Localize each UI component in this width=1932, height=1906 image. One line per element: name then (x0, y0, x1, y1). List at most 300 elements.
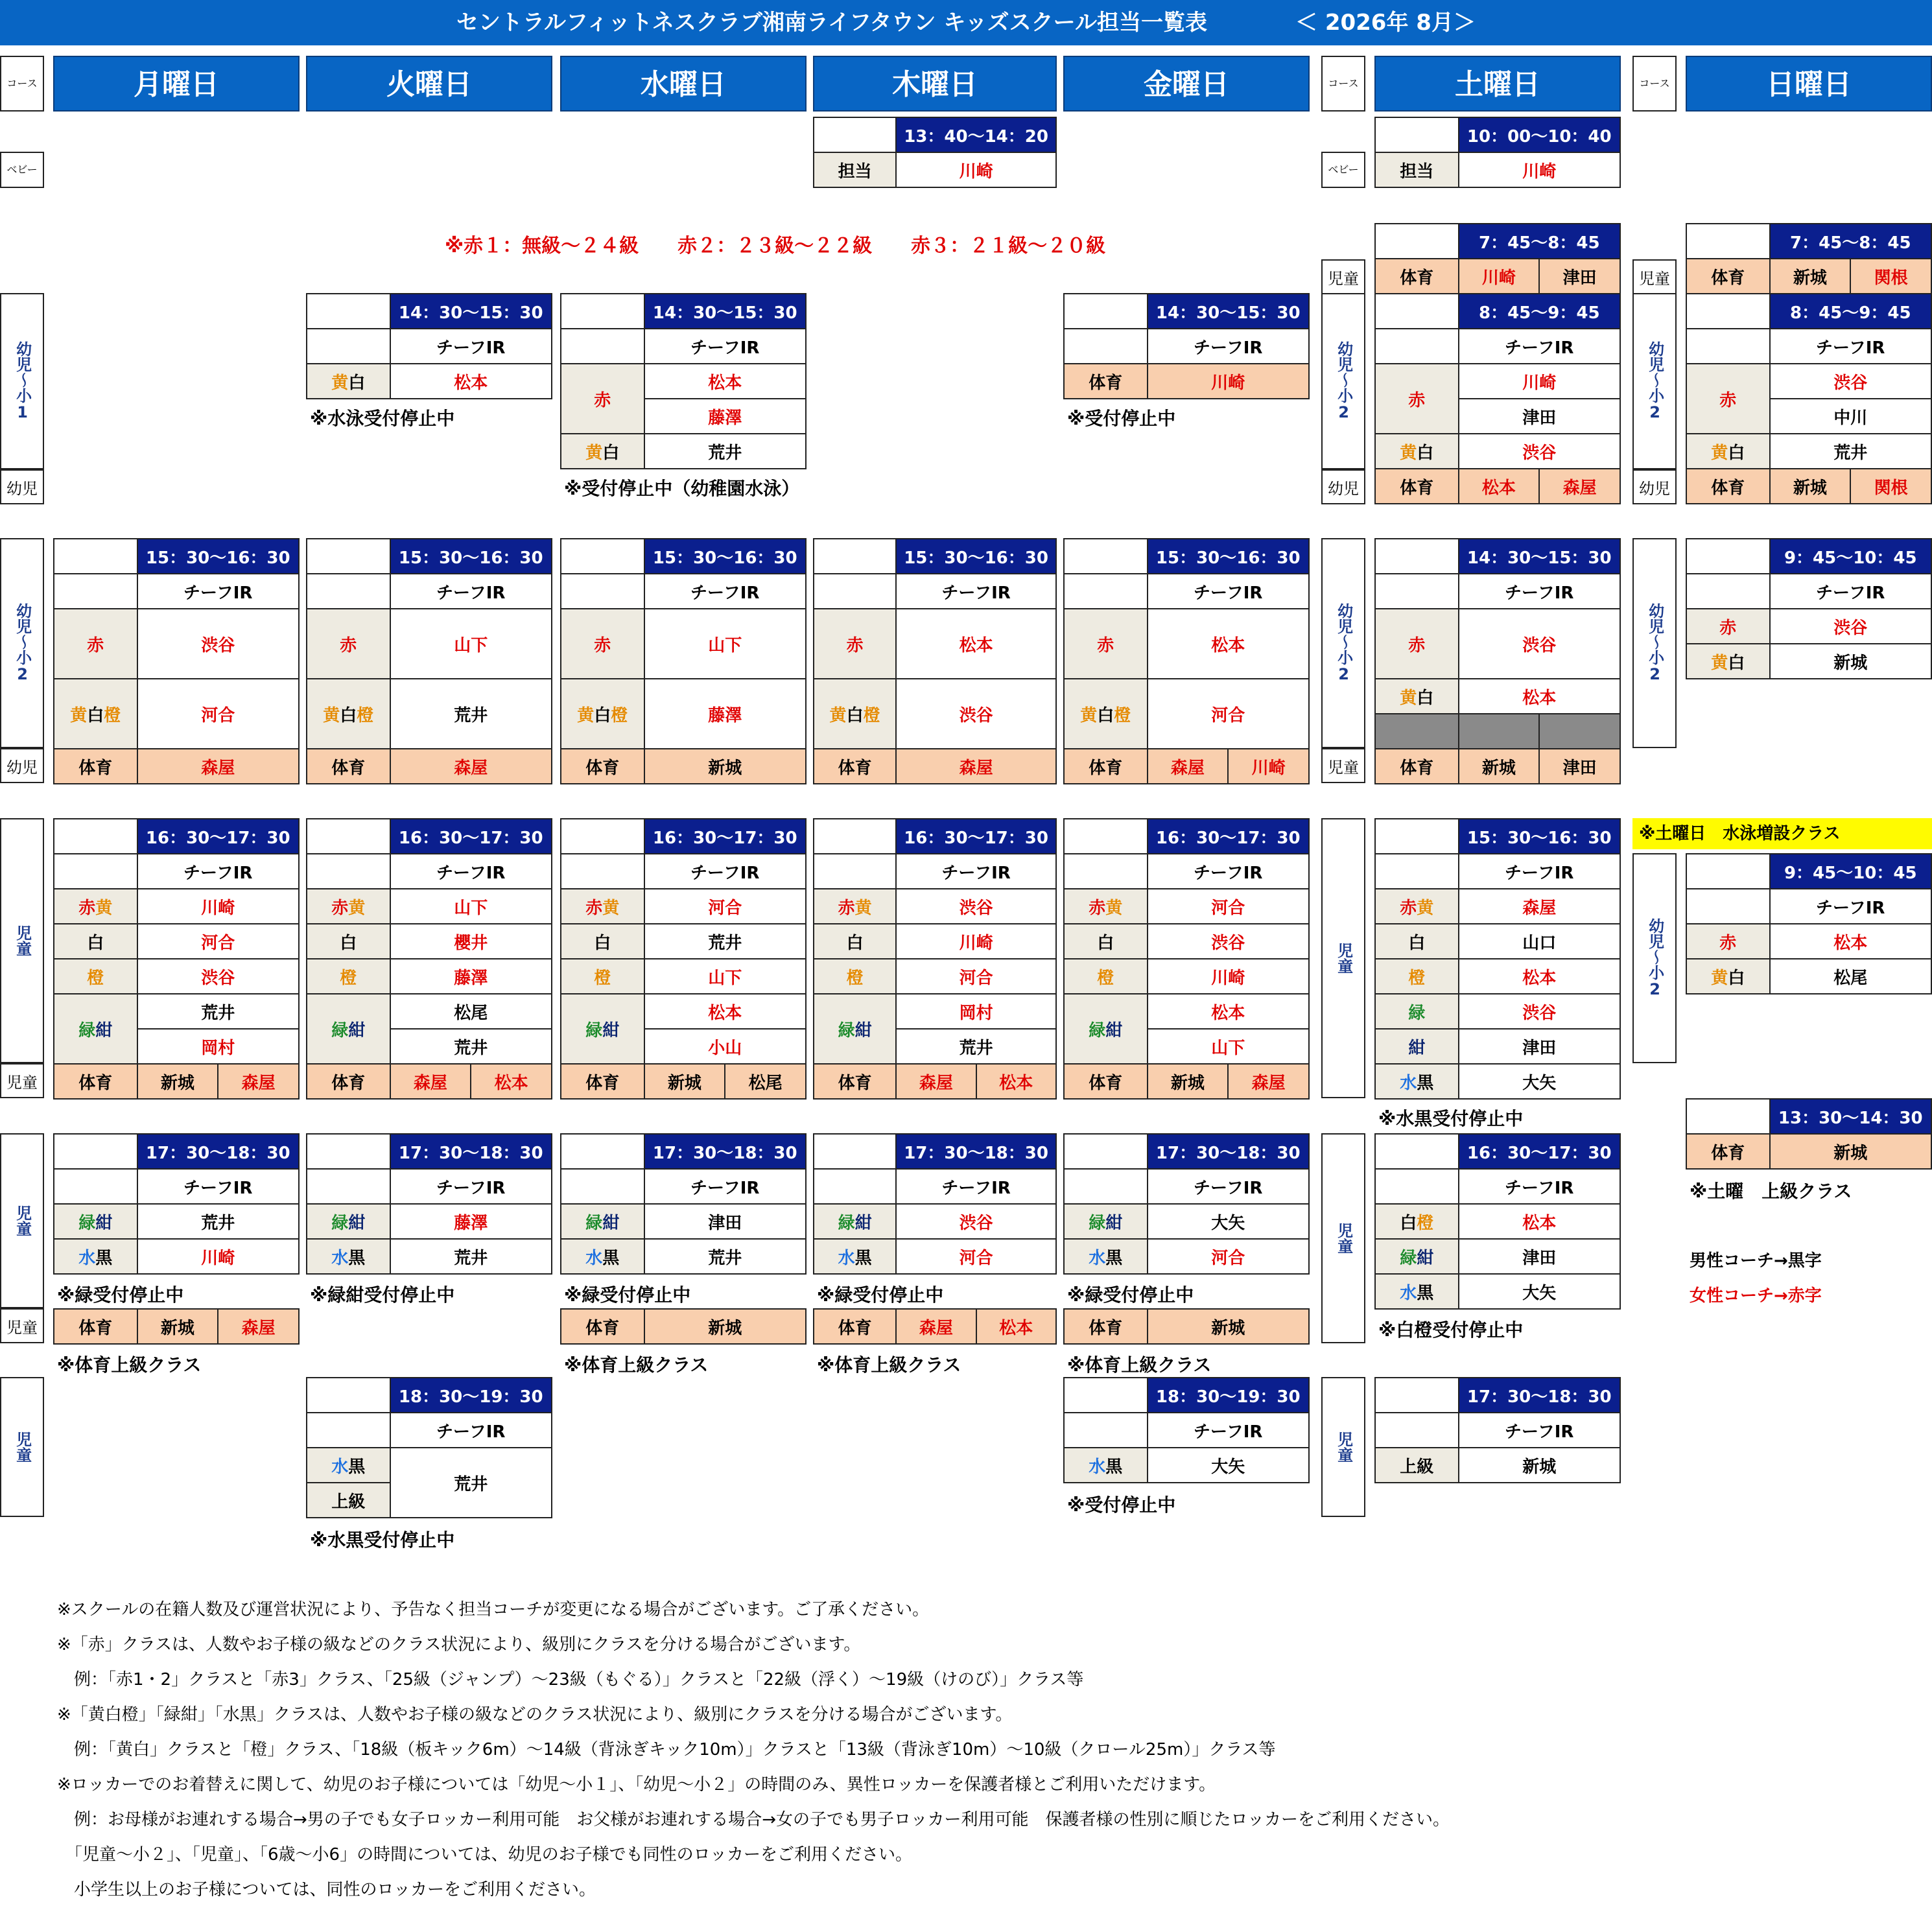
time-cell: 18：30～19：30 (1148, 1378, 1309, 1413)
table-cell: 松尾 (725, 1064, 806, 1099)
table-cell (1686, 854, 1770, 889)
table-cell: 森屋 (218, 1064, 299, 1099)
table-cell: 川崎 (137, 889, 299, 924)
table-cell (1686, 224, 1770, 259)
wed-r4-note: ※緑受付停止中 (564, 1284, 691, 1306)
class-color-char: 水 (1400, 1073, 1417, 1093)
table-cell: 体育 (54, 749, 137, 784)
table-cell: 山下 (390, 889, 552, 924)
footer-line-1: ※スクールの在籍人数及び運営状況により、予告なく担当コーチが変更になる場合がございます。ご了承ください。 (57, 1600, 930, 1619)
class-color-char: 黄 (829, 705, 847, 725)
class-color-char: 紺 (854, 1213, 872, 1233)
table-cell: 体育 (1375, 259, 1459, 294)
table-cell (1686, 1099, 1770, 1134)
table-cell: 松本 (644, 994, 806, 1029)
table-cell: 白 (814, 924, 896, 959)
table-cell: 橙 (307, 959, 390, 994)
table-cell (1064, 819, 1148, 854)
table-cell: チーフIR (896, 574, 1056, 609)
table-cell: 上級 (1375, 1448, 1459, 1483)
wed-r4-note2: ※体育上級クラス (564, 1354, 709, 1376)
table-cell (814, 117, 896, 152)
time-cell: 15：30～16：30 (644, 539, 806, 574)
sat-r2 (1374, 538, 1621, 784)
table-cell (561, 1134, 644, 1169)
table-cell (1686, 574, 1770, 609)
fri-r1 (1063, 293, 1310, 399)
red-class-note: ※赤１：無級～２４級 赤２：２３級～２２級 赤３：２１級～２０級 (445, 235, 1106, 257)
table-cell: 山下 (1148, 1029, 1309, 1064)
table-cell: 川崎 (1228, 749, 1309, 784)
table-cell: 体育 (814, 749, 896, 784)
table-cell (1064, 574, 1148, 609)
tue-r2 (306, 538, 552, 784)
table-cell: 荒井 (896, 1029, 1056, 1064)
thu-r3 (813, 818, 1057, 1100)
table-cell (1375, 714, 1459, 749)
table-cell: チーフIR (1770, 574, 1931, 609)
table-cell: 荒井 (137, 1204, 299, 1239)
table-cell (1375, 854, 1459, 889)
fri-r5-note: ※受付停止中 (1067, 1494, 1176, 1516)
table-cell: 松本 (644, 364, 806, 399)
table-cell: 黄白 (1375, 679, 1459, 714)
table-cell (814, 1134, 896, 1169)
table-cell (1375, 117, 1459, 152)
table-cell: 森屋 (1228, 1064, 1309, 1099)
table-cell: 体育 (307, 749, 390, 784)
class-color-char: 黄 (577, 705, 595, 725)
table-cell: チーフIR (390, 1413, 552, 1448)
table-cell: 荒井 (644, 924, 806, 959)
table-cell: チーフIR (137, 1169, 299, 1204)
table-cell: チーフIR (1459, 1413, 1620, 1448)
table-cell (1686, 539, 1770, 574)
table-cell: 櫻井 (390, 924, 552, 959)
table-cell: 津田 (1539, 749, 1620, 784)
wed-r4 (560, 1133, 807, 1275)
table-cell (1459, 714, 1540, 749)
table-cell: 新城 (1770, 469, 1851, 504)
table-cell (1375, 1239, 1459, 1274)
table-cell (1375, 1169, 1459, 1204)
class-color-char: 黄 (1711, 968, 1728, 988)
table-cell: 体育 (561, 1309, 644, 1344)
time-cell: 14：30～15：30 (1459, 539, 1620, 574)
table-cell: 荒井 (137, 994, 299, 1029)
class-color-char: 紺 (348, 1020, 366, 1041)
legend-female: 女性コーチ→赤字 (1690, 1286, 1822, 1306)
table-cell: チーフIR (390, 854, 552, 889)
table-cell: 渋谷 (1148, 924, 1309, 959)
fri-r2 (1063, 538, 1310, 784)
course-label: コース (0, 56, 44, 112)
sun-r2-age: 幼児～小2 (1632, 538, 1677, 748)
class-color-char: 紺 (854, 1020, 872, 1041)
table-cell: 黄白橙 (307, 679, 390, 749)
table-cell: 河合 (1148, 889, 1309, 924)
sun-r1 (1686, 293, 1932, 504)
class-color-char: 紺 (1417, 1248, 1434, 1268)
footer-line-4: ※「黄白橙」「緑紺」「水黒」クラスは、人数やお子様の級などのクラス状況により、級別にクラスを分ける場合がございます。 (57, 1705, 1013, 1724)
table-cell: 赤 (307, 609, 390, 679)
table-cell: 白 (1064, 924, 1148, 959)
mon-r4-taiiku (53, 1308, 300, 1345)
class-color-char: 水 (1089, 1248, 1106, 1268)
table-cell: 山下 (644, 959, 806, 994)
table-cell: チーフIR (1770, 889, 1931, 924)
table-cell: チーフIR (896, 854, 1056, 889)
tue-r5 (306, 1377, 552, 1518)
table-cell (561, 889, 644, 924)
table-cell: 体育 (1064, 749, 1148, 784)
table-cell: 松本 (976, 1064, 1056, 1099)
table-cell: 橙 (561, 959, 644, 994)
class-color-char: 紺 (602, 1213, 620, 1233)
table-cell (307, 819, 390, 854)
table-cell (54, 889, 137, 924)
class-color-char: 赤 (78, 898, 96, 918)
mon-r4 (53, 1133, 300, 1275)
table-cell: 森屋 (896, 1064, 976, 1099)
table-cell (54, 1169, 137, 1204)
sat-r1-age: 幼児～小2 (1321, 293, 1365, 469)
table-cell (1686, 294, 1770, 329)
table-cell: 河合 (137, 679, 299, 749)
table-cell: 藤澤 (644, 399, 806, 434)
table-cell: 新城 (644, 1309, 806, 1344)
class-color-char: 黄 (854, 898, 872, 918)
table-cell (307, 329, 390, 364)
table-cell: 渋谷 (1459, 434, 1620, 469)
table-cell: 水黒 (307, 1448, 390, 1483)
table-cell: 新城 (1459, 749, 1540, 784)
month-label: ＜ 2026年 8月＞ (1295, 10, 1476, 36)
tue-r5-note: ※水黒受付停止中 (310, 1529, 455, 1551)
table-cell: 黄白橙 (561, 679, 644, 749)
footer-line-9: 小学生以上のお子様については、同性のロッカーをご利用ください。 (57, 1880, 596, 1900)
mon-r4-note: ※緑受付停止中 (57, 1284, 184, 1306)
table-cell (307, 1413, 390, 1448)
table-cell: 大矢 (1459, 1064, 1620, 1099)
table-cell (54, 574, 137, 609)
table-cell: 水黒 (1064, 1448, 1148, 1483)
table-cell: 中川 (1770, 399, 1931, 434)
class-color-char: 橙 (357, 705, 374, 725)
table-cell: 水黒 (814, 1239, 896, 1274)
table-cell (307, 539, 390, 574)
table-cell: 松本 (1459, 469, 1540, 504)
time-cell: 8：45～9：45 (1770, 294, 1931, 329)
time-cell: 15：30～16：30 (137, 539, 299, 574)
class-color-char: 水 (1400, 1283, 1417, 1303)
sat-r4-age: 児童 (1321, 1133, 1365, 1343)
table-cell: 森屋 (390, 1064, 471, 1099)
thu-r4 (813, 1133, 1057, 1275)
table-cell (307, 1378, 390, 1413)
time-cell: 10：00～10：40 (1459, 117, 1620, 152)
time-cell: 13：30～14：30 (1770, 1099, 1931, 1134)
table-cell: 渋谷 (896, 889, 1056, 924)
class-color-char: 水 (331, 1248, 349, 1268)
row-label-baby: ベビー (0, 152, 44, 188)
table-cell (561, 329, 644, 364)
class-color-char: 黄 (1400, 688, 1417, 708)
table-cell (307, 854, 390, 889)
table-cell: 赤 (814, 609, 896, 679)
class-color-char: 黄 (585, 443, 603, 463)
mon-r3 (53, 818, 300, 1100)
time-cell: 17：30～18：30 (1148, 1134, 1309, 1169)
wed-r1-note: ※受付停止中（幼稚園水泳） (564, 478, 800, 499)
table-cell: チーフIR (390, 329, 552, 364)
class-color-char: 緑 (1400, 1248, 1417, 1268)
table-cell: 黄白橙 (54, 679, 137, 749)
sat-r5 (1374, 1377, 1621, 1483)
class-color-char: 紺 (95, 1020, 113, 1041)
footer-line-8: 「児童～小２」、「児童」、「6歳～小6」の時間については、幼児のお子様でも同性のロッカーをご利用ください。 (57, 1845, 913, 1865)
time-cell: 17：30～18：30 (896, 1134, 1056, 1169)
sun-extra-banner: ※土曜日 水泳増設クラス (1632, 818, 1932, 849)
table-cell: 藤澤 (390, 959, 552, 994)
table-cell (307, 574, 390, 609)
class-color-char: 黄 (95, 898, 113, 918)
table-cell: 上級 (307, 1483, 390, 1518)
table-cell: 森屋 (137, 749, 299, 784)
course-label-sun: コース (1632, 56, 1677, 112)
table-cell: 松本 (1459, 679, 1620, 714)
table-cell: チーフIR (137, 574, 299, 609)
table-cell: チーフIR (644, 574, 806, 609)
table-cell: 津田 (1459, 1239, 1620, 1274)
sun-extra-age: 幼児～小2 (1632, 853, 1677, 1063)
table-cell (1064, 1413, 1148, 1448)
table-cell: 黄白 (1686, 434, 1770, 469)
table-cell: 渋谷 (1459, 994, 1620, 1029)
table-cell (307, 994, 390, 1064)
table-cell: 赤 (1686, 364, 1770, 434)
time-cell: 14：30～15：30 (1148, 294, 1309, 329)
table-cell (1064, 539, 1148, 574)
table-cell: 新城 (1770, 259, 1851, 294)
sat-r1 (1374, 293, 1621, 504)
table-cell: 新城 (1770, 1134, 1931, 1169)
class-color-char: 緑 (1089, 1020, 1106, 1041)
row4-jido: 児童 (0, 1308, 44, 1343)
row1-age: 幼児～小1 (0, 293, 44, 469)
time-cell: 14：30～15：30 (390, 294, 552, 329)
table-cell: 赤 (561, 364, 644, 434)
sat-r2-jido: 児童 (1321, 748, 1365, 783)
table-cell: 津田 (644, 1204, 806, 1239)
table-cell: 荒井 (390, 1448, 552, 1518)
table-cell: 黄白 (307, 364, 390, 399)
class-color-char: 赤 (585, 898, 603, 918)
thu-r4-note: ※緑受付停止中 (817, 1284, 944, 1306)
table-cell: 渋谷 (1770, 364, 1931, 399)
table-cell: 赤 (1064, 609, 1148, 679)
table-cell: 新城 (644, 1064, 725, 1099)
table-cell: 荒井 (644, 434, 806, 469)
table-cell (307, 889, 390, 924)
table-cell: 河合 (1148, 1239, 1309, 1274)
row2-age: 幼児～小2 (0, 538, 44, 748)
course-label-sat: コース (1321, 56, 1365, 112)
sun-r1-yoji: 幼児 (1632, 469, 1677, 504)
table-cell: 松本 (1459, 959, 1620, 994)
table-cell (1375, 819, 1459, 854)
class-color-char: 緑 (78, 1020, 96, 1041)
day-header-tue: 火曜日 (306, 56, 552, 112)
sun-upper-note: ※土曜 上級クラス (1690, 1181, 1852, 1202)
time-cell: 18：30～19：30 (390, 1378, 552, 1413)
time-cell: 16：30～17：30 (896, 819, 1056, 854)
tue-r1 (306, 293, 552, 399)
wed-r2 (560, 538, 807, 784)
time-cell: 15：30～16：30 (1148, 539, 1309, 574)
table-cell: 森屋 (218, 1309, 299, 1344)
class-color-char: 緑 (838, 1020, 855, 1041)
wed-r1 (560, 293, 807, 469)
table-cell: 体育 (814, 1309, 896, 1344)
class-color-char: 水 (585, 1248, 603, 1268)
class-color-char: 水 (1089, 1457, 1106, 1477)
table-cell: 黄白 (1686, 644, 1770, 679)
table-cell (1064, 1378, 1148, 1413)
day-header-mon: 月曜日 (53, 56, 300, 112)
table-cell: 渋谷 (137, 959, 299, 994)
time-cell: 7：45～8：45 (1770, 224, 1931, 259)
class-color-char: 赤 (1400, 898, 1417, 918)
table-cell (307, 294, 390, 329)
table-cell (814, 889, 896, 924)
sat-r0-label: 児童 (1321, 259, 1365, 294)
class-color-char: 水 (78, 1248, 96, 1268)
table-cell: 体育 (54, 1309, 137, 1344)
table-cell: 体育 (307, 1064, 390, 1099)
table-cell: 赤 (1375, 364, 1459, 434)
table-cell: 渋谷 (1770, 609, 1931, 644)
sat-r3-note: ※水黒受付停止中 (1378, 1108, 1524, 1129)
thu-r4-note2: ※体育上級クラス (817, 1354, 961, 1376)
table-cell: 新城 (137, 1064, 218, 1099)
table-cell: 白 (307, 924, 390, 959)
table-cell: チーフIR (1459, 1169, 1620, 1204)
fri-r3 (1063, 818, 1310, 1100)
table-cell (1064, 329, 1148, 364)
table-cell: チーフIR (1148, 329, 1309, 364)
table-cell: 赤 (561, 609, 644, 679)
tue-r4 (306, 1133, 552, 1275)
class-color-char: 橙 (104, 705, 121, 725)
table-cell: チーフIR (390, 1169, 552, 1204)
class-color-char: 橙 (1417, 1213, 1434, 1233)
table-cell: 津田 (1539, 259, 1620, 294)
table-cell (1375, 1378, 1459, 1413)
class-color-char: 紺 (1105, 1213, 1123, 1233)
row5-age: 児童 (0, 1377, 44, 1517)
table-cell (54, 1134, 137, 1169)
fri-r4-taiiku (1063, 1308, 1310, 1345)
table-cell: 赤 (1375, 609, 1459, 679)
row-label-baby-sat: ベビー (1321, 152, 1365, 188)
sun-upper (1686, 1098, 1932, 1170)
table-cell: 体育 (1686, 469, 1770, 504)
class-color-char: 緑 (1089, 1213, 1106, 1233)
table-cell: 白 (54, 924, 137, 959)
time-cell: 7：45～8：45 (1459, 224, 1620, 259)
table-cell: 緑 (1375, 994, 1459, 1029)
class-color-char: 黄 (1417, 898, 1434, 918)
table-cell: 水黒 (54, 1239, 137, 1274)
class-color-char: 緑 (838, 1213, 855, 1233)
table-cell: 荒井 (1770, 434, 1931, 469)
table-cell: 川崎 (896, 924, 1056, 959)
row2-yoji: 幼児 (0, 748, 44, 783)
table-cell: 水黒 (1375, 1274, 1459, 1309)
baby-thu (813, 117, 1057, 188)
table-cell (1064, 854, 1148, 889)
table-cell: 渋谷 (896, 679, 1056, 749)
table-cell: 橙 (814, 959, 896, 994)
table-cell: チーフIR (1148, 854, 1309, 889)
table-cell (561, 819, 644, 854)
table-cell: 岡村 (896, 994, 1056, 1029)
time-cell: 16：30～17：30 (390, 819, 552, 854)
table-cell: 新城 (137, 1309, 218, 1344)
table-cell: 小山 (644, 1029, 806, 1064)
sat-r4-note: ※白橙受付停止中 (1378, 1319, 1524, 1341)
table-cell: 川崎 (137, 1239, 299, 1274)
mon-r2 (53, 538, 300, 784)
table-cell: 森屋 (896, 749, 1056, 784)
table-cell: 水黒 (307, 1239, 390, 1274)
tue-r1-note: ※水泳受付停止中 (310, 408, 455, 429)
table-cell: 松本 (896, 609, 1056, 679)
fri-r4 (1063, 1133, 1310, 1275)
table-cell: 大矢 (1459, 1274, 1620, 1309)
table-cell: 森屋 (1539, 469, 1620, 504)
table-cell: 体育 (814, 1064, 896, 1099)
time-cell: 16：30～17：30 (1459, 1134, 1620, 1169)
table-cell (814, 574, 896, 609)
table-cell: チーフIR (1459, 854, 1620, 889)
time-cell: 17：30～18：30 (137, 1134, 299, 1169)
sun-r1-age: 幼児～小2 (1632, 293, 1677, 469)
table-cell: 森屋 (896, 1309, 976, 1344)
table-cell: 渋谷 (1459, 609, 1620, 679)
time-cell: 14：30～15：30 (644, 294, 806, 329)
row4-age: 児童 (0, 1133, 44, 1308)
table-cell: 大矢 (1148, 1448, 1309, 1483)
sat-r0 (1374, 223, 1621, 294)
class-color-char: 黄 (323, 705, 340, 725)
table-cell: チーフIR (1148, 574, 1309, 609)
table-cell: 体育 (1375, 469, 1459, 504)
table-cell: 関根 (1850, 259, 1931, 294)
table-cell: 松本 (1148, 994, 1309, 1029)
table-cell: 松尾 (1770, 959, 1931, 994)
table-cell: 河合 (1148, 679, 1309, 749)
table-cell: 関根 (1850, 469, 1931, 504)
day-header-sat: 土曜日 (1374, 56, 1621, 112)
table-cell: 津田 (1459, 1029, 1620, 1064)
table-cell (561, 574, 644, 609)
table-cell: 河合 (896, 1239, 1056, 1274)
time-cell: 17：30～18：30 (1459, 1378, 1620, 1413)
table-cell: 白 (561, 924, 644, 959)
table-cell (1064, 1204, 1148, 1239)
